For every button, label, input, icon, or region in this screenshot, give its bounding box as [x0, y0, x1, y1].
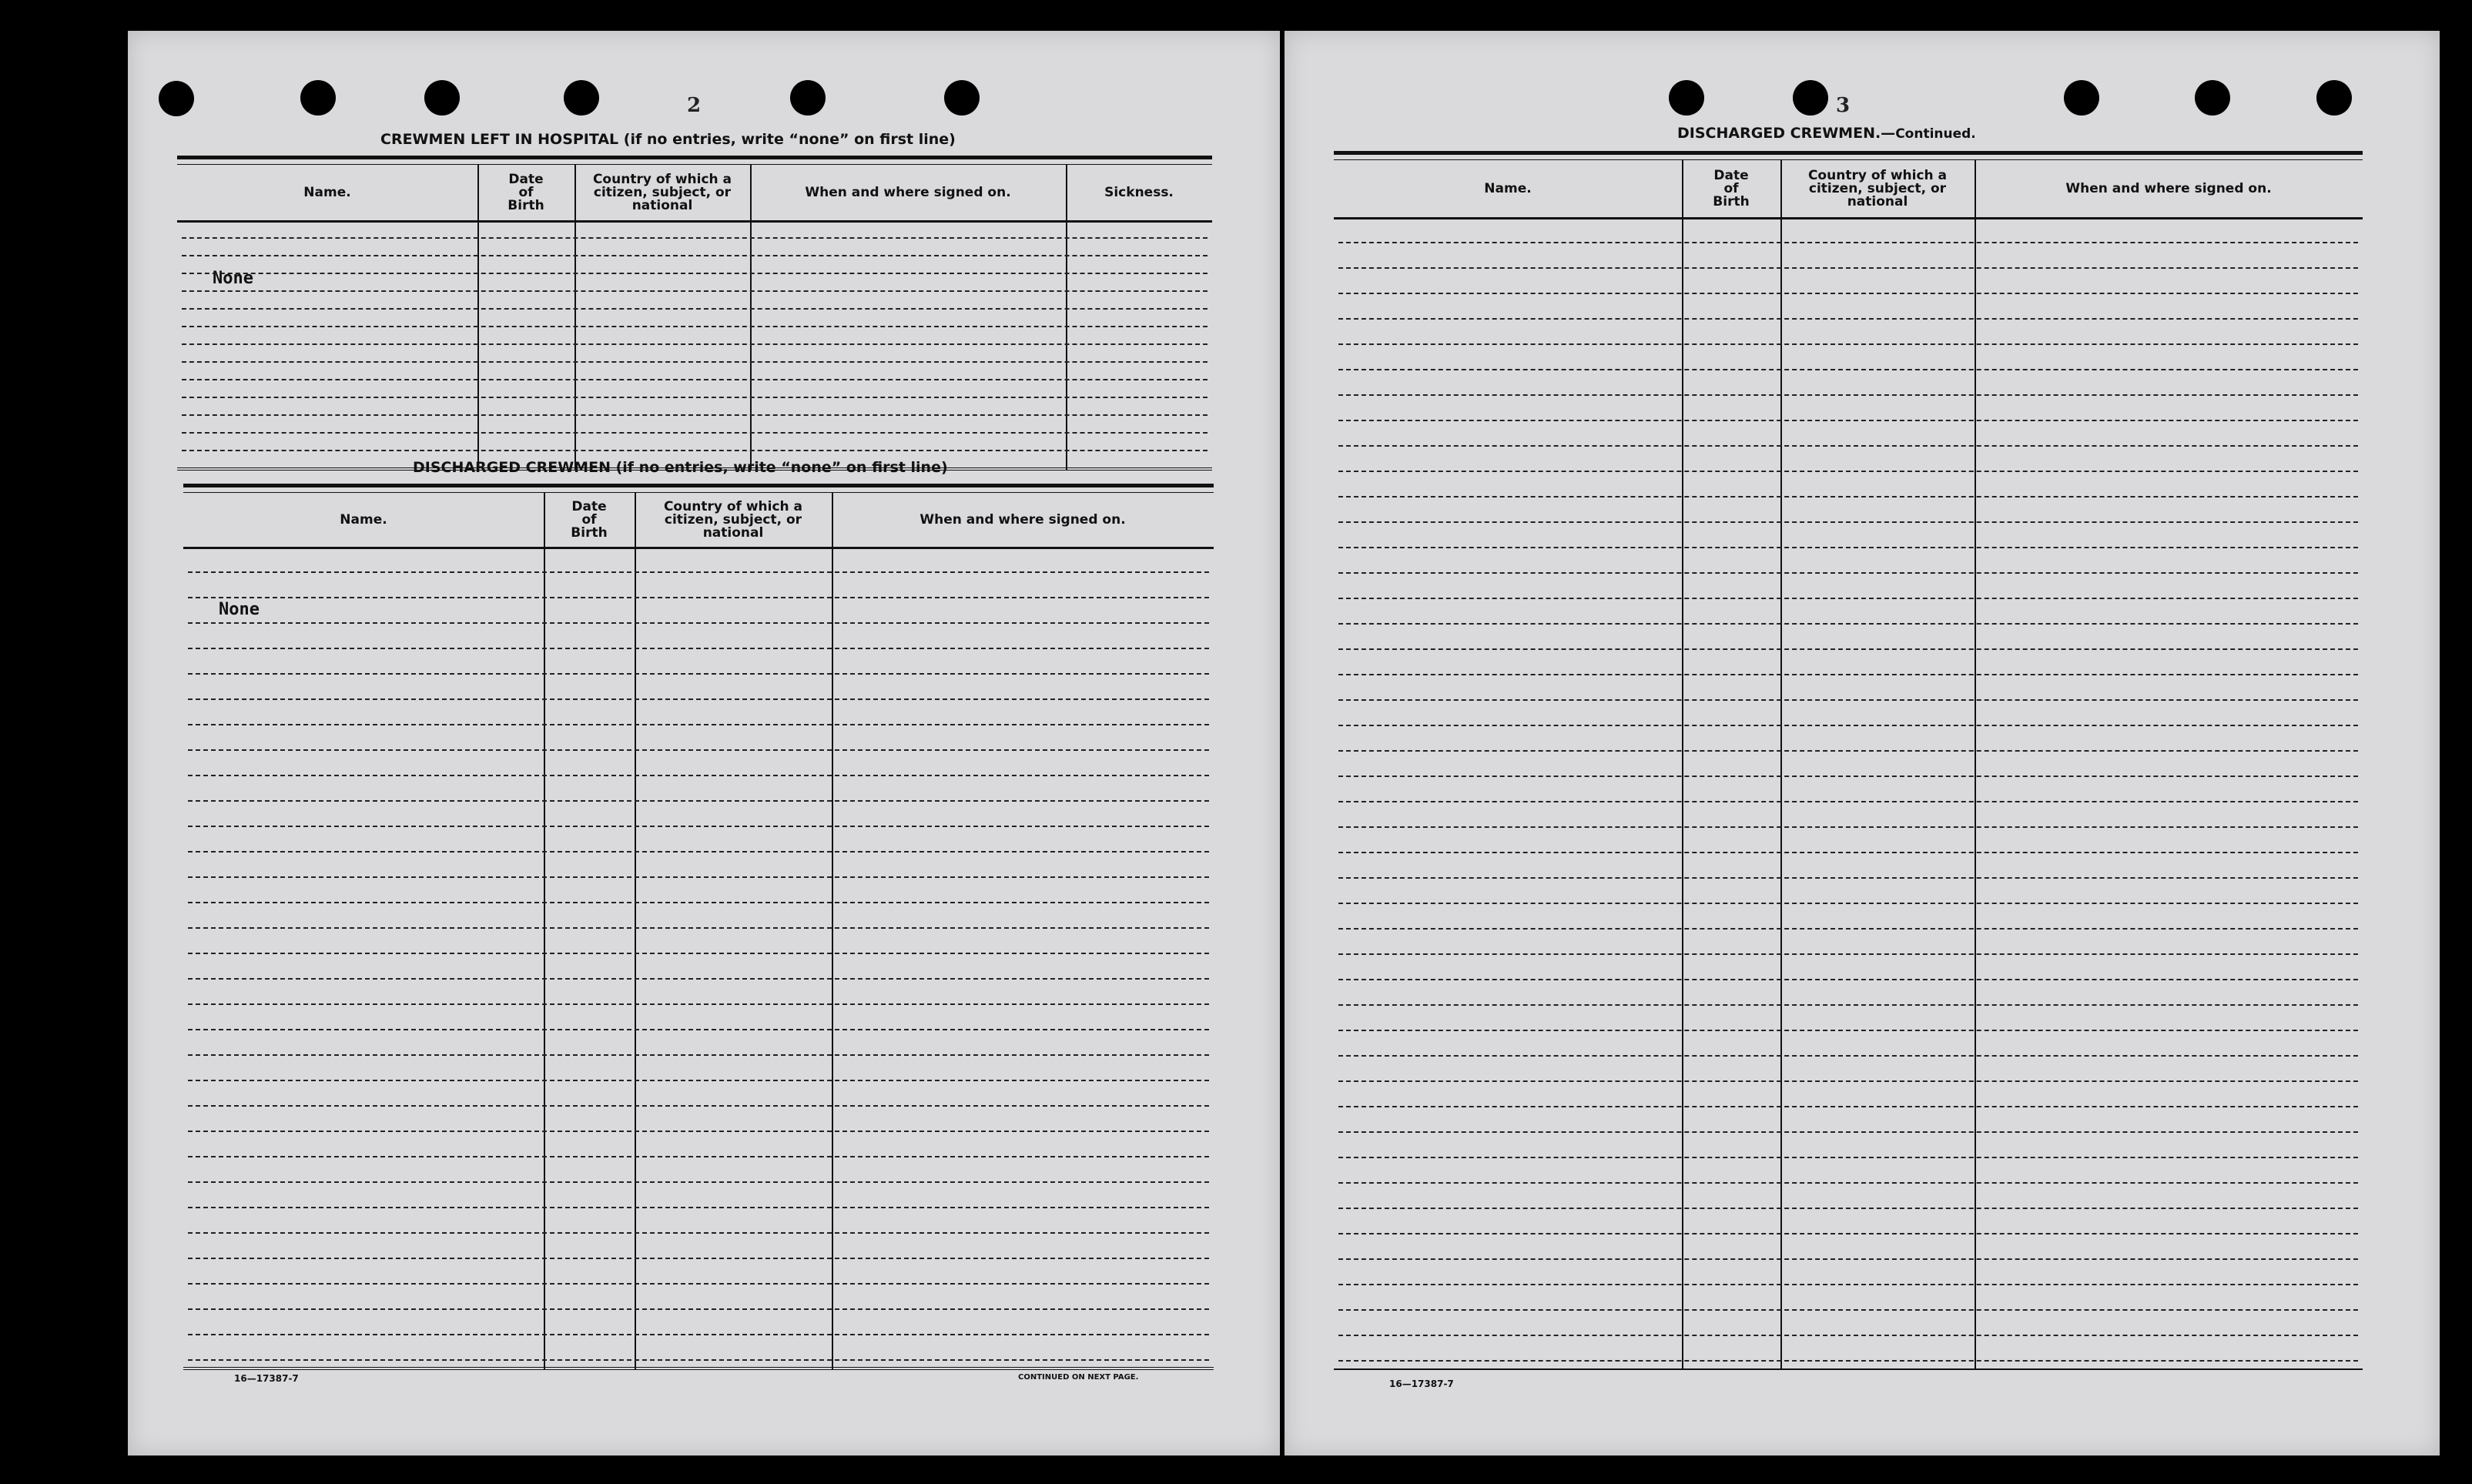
- punch-hole: [944, 80, 980, 116]
- col-header-name: Name.: [340, 511, 387, 528]
- entry-line: [1338, 267, 2358, 269]
- entry-line: [188, 1283, 1209, 1285]
- left-page: [128, 31, 1280, 1456]
- discharged-entry-name: None: [219, 600, 260, 619]
- entry-line: [1338, 547, 2358, 548]
- entry-line: [1338, 318, 2358, 320]
- punch-hole: [2316, 80, 2352, 116]
- column-divider: [832, 492, 833, 1370]
- entry-line: [1338, 521, 2358, 523]
- entry-line: [188, 826, 1209, 827]
- entry-line: [188, 1029, 1209, 1030]
- form-number: 16—17387-7: [1389, 1378, 1454, 1389]
- entry-line: [1338, 1360, 2358, 1362]
- entry-line: [1338, 648, 2358, 650]
- entry-line: [188, 953, 1209, 954]
- entry-line: [182, 326, 1208, 327]
- entry-line: [1338, 496, 2358, 497]
- punch-hole: [159, 81, 194, 116]
- column-divider: [635, 492, 636, 1370]
- discharged-continued-title: [1677, 125, 1976, 142]
- entry-line: [188, 622, 1209, 624]
- page-number: 3: [1836, 94, 1851, 117]
- column-divider: [1682, 159, 1683, 1370]
- entry-line: [182, 343, 1208, 345]
- entry-line: [1338, 1233, 2358, 1234]
- entry-line: [1338, 1182, 2358, 1184]
- column-divider: [750, 164, 752, 471]
- entry-line: [1338, 903, 2358, 904]
- entry-line: [188, 1207, 1209, 1208]
- continued-note: CONTINUED ON NEXT PAGE.: [1018, 1373, 1139, 1382]
- entry-line: [188, 851, 1209, 853]
- discharged-header-row: [183, 492, 1214, 549]
- entry-line: [188, 1131, 1209, 1132]
- entry-line: [188, 800, 1209, 802]
- entry-line: [1338, 369, 2358, 370]
- entry-line: [182, 237, 1208, 239]
- entry-line: [182, 379, 1208, 380]
- entry-line: [188, 1258, 1209, 1259]
- punch-hole: [790, 80, 826, 116]
- column-divider: [1066, 164, 1067, 471]
- entry-line: [182, 414, 1208, 416]
- entry-line: [188, 724, 1209, 725]
- entry-line: [188, 1181, 1209, 1183]
- discharged-continued-table: [1334, 151, 2363, 1370]
- table-bottom-rule: [183, 1367, 1214, 1370]
- entry-line: [1338, 293, 2358, 294]
- col-header-date-of-birth: Date of Birth: [1713, 167, 1750, 209]
- entry-line: [1338, 343, 2358, 345]
- entry-line: [188, 1359, 1209, 1361]
- entry-line: [1338, 1131, 2358, 1133]
- col-header-country: Country of which a citizen, subject, or national: [592, 171, 732, 213]
- hospital-title-note: (if no entries, write “none” on first line): [623, 131, 956, 148]
- discharged-title-text: DISCHARGED CREWMEN: [413, 459, 611, 476]
- entry-line: [1338, 826, 2358, 828]
- entry-line: [1338, 1258, 2358, 1260]
- column-divider: [1780, 159, 1782, 1370]
- entry-line: [188, 1334, 1209, 1335]
- hospital-title-text: CREWMEN LEFT IN HOSPITAL: [380, 131, 619, 148]
- entry-line: [1338, 623, 2358, 625]
- col-header-signed-on: When and where signed on.: [805, 184, 1011, 200]
- entry-line: [182, 273, 1208, 274]
- entry-line: [1338, 471, 2358, 472]
- entry-line: [1338, 725, 2358, 726]
- punch-hole: [2195, 80, 2230, 116]
- discharged-continued-suffix: Continued.: [1895, 126, 1976, 142]
- entry-line: [188, 1308, 1209, 1310]
- col-header-country: Country of which a citizen, subject, or national: [663, 498, 803, 541]
- entry-line: [1338, 1284, 2358, 1285]
- entry-line: [188, 1003, 1209, 1005]
- entry-line: [188, 648, 1209, 649]
- entry-line: [1338, 1004, 2358, 1006]
- right-page: [1285, 31, 2440, 1456]
- entry-line: [188, 1156, 1209, 1157]
- entry-line: [1338, 1157, 2358, 1158]
- punch-hole: [2064, 80, 2099, 116]
- entry-line: [182, 290, 1208, 292]
- entry-line: [1338, 801, 2358, 802]
- discharged-section-title: [413, 459, 948, 476]
- punch-hole: [1669, 80, 1704, 116]
- col-header-name: Name.: [1484, 180, 1532, 196]
- punch-hole: [1793, 80, 1828, 116]
- col-header-date-of-birth: Date of Birth: [571, 498, 608, 541]
- entry-line: [1338, 420, 2358, 421]
- entry-line: [1338, 1106, 2358, 1107]
- entry-line: [1338, 1309, 2358, 1311]
- col-header-name: Name.: [303, 184, 351, 200]
- entry-line: [1338, 674, 2358, 675]
- entry-line: [188, 1232, 1209, 1234]
- col-header-sickness: Sickness.: [1104, 184, 1174, 200]
- entry-line: [1338, 750, 2358, 752]
- entry-line: [188, 597, 1209, 598]
- page-number: 2: [687, 94, 702, 117]
- entry-line: [1338, 928, 2358, 930]
- entry-line: [188, 927, 1209, 929]
- entry-line: [182, 432, 1208, 434]
- entry-line: [1338, 1030, 2358, 1031]
- hospital-section-title: [380, 131, 956, 148]
- entry-line: [1338, 699, 2358, 701]
- entry-line: [1338, 1335, 2358, 1336]
- entry-line: [188, 1080, 1209, 1081]
- hospital-header-row: [177, 164, 1212, 223]
- entry-line: [188, 749, 1209, 751]
- entry-line: [188, 902, 1209, 903]
- punch-hole: [300, 80, 336, 116]
- entry-line: [1338, 242, 2358, 243]
- entry-line: [182, 361, 1208, 363]
- entry-line: [182, 450, 1208, 451]
- entry-line: [1338, 775, 2358, 777]
- discharged-continued-title-text: DISCHARGED CREWMEN.—: [1677, 125, 1896, 142]
- column-divider: [544, 492, 545, 1370]
- entry-line: [188, 571, 1209, 573]
- entry-line: [1338, 953, 2358, 955]
- punch-hole: [424, 80, 460, 116]
- entry-line: [188, 775, 1209, 776]
- entry-line: [1338, 572, 2358, 574]
- entry-line: [1338, 1055, 2358, 1057]
- entry-line: [188, 876, 1209, 878]
- column-divider: [477, 164, 479, 471]
- hospital-entry-name: None: [213, 269, 253, 288]
- entry-line: [1338, 877, 2358, 879]
- entry-line: [182, 397, 1208, 398]
- entry-line: [188, 698, 1209, 700]
- entry-line: [182, 255, 1208, 256]
- form-number: 16—17387-7: [234, 1373, 299, 1384]
- entry-line: [1338, 394, 2358, 396]
- discharged-table: [183, 484, 1214, 1370]
- entry-line: [1338, 979, 2358, 980]
- entry-line: [188, 1105, 1209, 1107]
- entry-line: [182, 308, 1208, 310]
- hospital-table: [177, 156, 1212, 471]
- discharged-continued-header-row: [1334, 159, 2363, 219]
- col-header-date-of-birth: Date of Birth: [507, 171, 544, 213]
- col-header-country: Country of which a citizen, subject, or national: [1807, 167, 1948, 209]
- entry-line: [188, 978, 1209, 980]
- table-bottom-rule: [1334, 1368, 2363, 1370]
- col-header-signed-on: When and where signed on.: [919, 511, 1126, 528]
- entry-line: [1338, 598, 2358, 599]
- entry-line: [1338, 1080, 2358, 1082]
- entry-line: [1338, 1208, 2358, 1209]
- entry-line: [188, 1054, 1209, 1056]
- column-divider: [574, 164, 576, 471]
- column-divider: [1975, 159, 1976, 1370]
- entry-line: [1338, 445, 2358, 447]
- entry-line: [188, 673, 1209, 675]
- punch-hole: [564, 80, 599, 116]
- entry-line: [1338, 852, 2358, 853]
- col-header-signed-on: When and where signed on.: [2065, 180, 2272, 196]
- discharged-title-note: (if no entries, write “none” on first line): [615, 459, 948, 476]
